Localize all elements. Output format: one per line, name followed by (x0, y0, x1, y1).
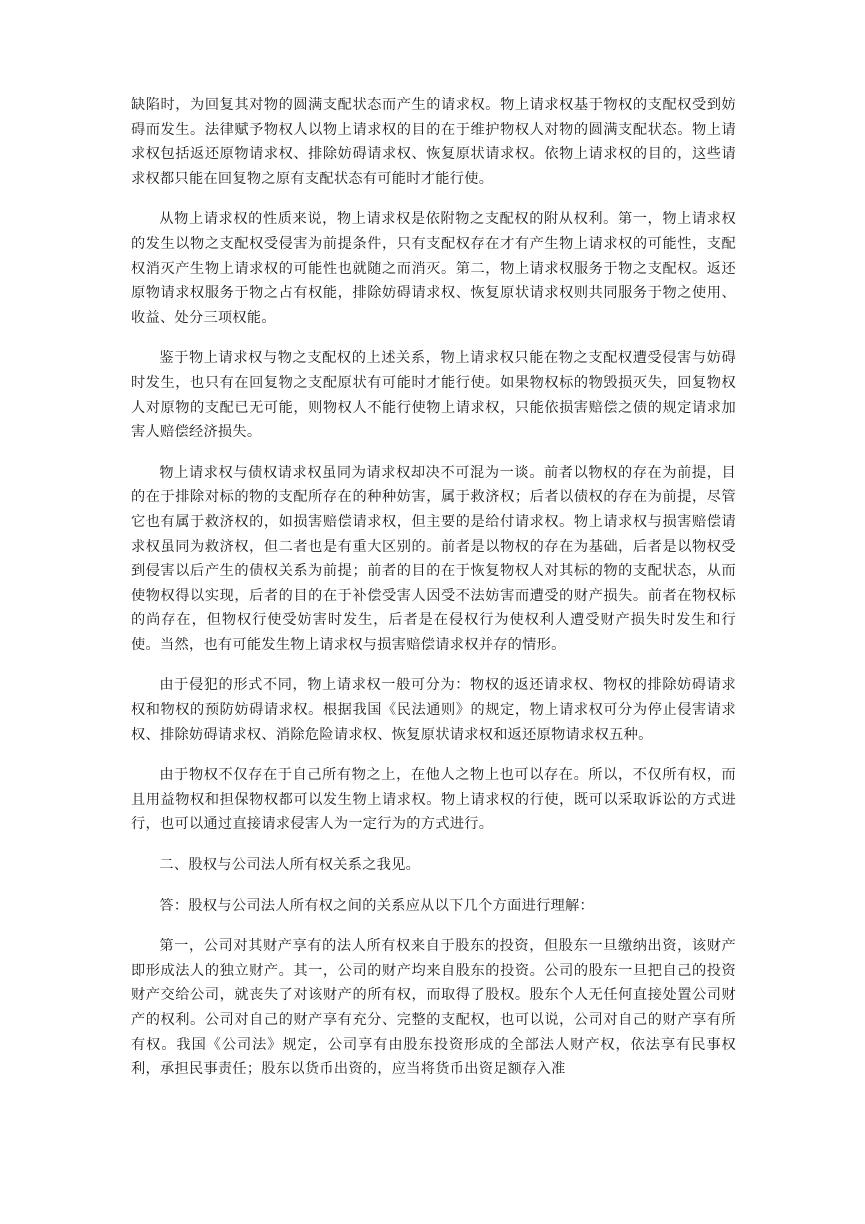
paragraph-5: 由于侵犯的形式不同，物上请求权一般可分为：物权的返还请求权、物权的排除妨碍请求权和物权的预防妨碍请求权。根据我国《民法通则》的规定，物上请求权可分为停止侵害请求权、排除妨碍请求权、消除危险请求权、恢复原状请求权和返还原物请求权五种。 (131, 677, 736, 743)
paragraph-2: 从物上请求权的性质来说，物上请求权是依附物之支配权的附从权利。第一，物上请求权的发生以物之支配权受侵害为前提条件，只有支配权存在才有产生物上请求权的可能性，支配权消灭产生物上请求权的可能性也就随之而消灭。第二，物上请求权服务于物之支配权。返还原物请求权服务于物之占有权能，排除妨碍请求权、恢复原状请求权则共同服务于物之使用、收益、处分三项权能。 (131, 211, 736, 326)
section-heading: 二、股权与公司法人所有权关系之我见。 (159, 857, 421, 874)
answer-intro: 答：股权与公司法人所有权之间的关系应从以下几个方面进行理解： (159, 897, 595, 914)
paragraph-6: 由于物权不仅存在于自己所有物之上，在他人之物上也可以存在。所以，不仅所有权，而且用益物权和担保物权都可以发生物上请求权。物上请求权的行使，既可以采取诉讼的方式进行，也可以通过直接请求侵害人为一定行为的方式进行。 (131, 767, 736, 833)
document-body (131, 93, 736, 1098)
paragraph-1: 缺陷时，为回复其对物的圆满支配状态而产生的请求权。物上请求权基于物权的支配权受到妨碍而发生。法律赋予物权人以物上请求权的目的在于维护物权人对物的圆满支配状态。物上请求权包括返还原物请求权、排除妨碍请求权、恢复原状请求权。依物上请求权的目的，这些请求权都只能在回复物之原有支配状态有可能时才能行使。 (131, 97, 736, 187)
paragraph-9: 第一，公司对其财产享有的法人所有权来自于股东的投资，但股东一旦缴纳出资，该财产即形成法人的独立财产。其一，公司的财产均来自股东的投资。公司的股东一旦把自己的投资财产交给公司，就丧失了对该财产的所有权，而取得了股权。股东个人无任何直接处置公司财产的权利。公司对自己的财产享有充分、完整的支配权，也可以说，公司对自己的财产享有所有权。我国《公司法》规定，公司享有由股东投资形成的全部法人财产权，依法享有民事权利，承担民事责任；股东以货币出资的，应当将货币出资足额存入准 (131, 938, 736, 1078)
paragraph-4: 物上请求权与债权请求权虽同为请求权却决不可混为一谈。前者以物权的存在为前提，目的在于排除对标的物的支配所存在的种种妨害，属于救济权；后者以债权的存在为前提，尽管它也有属于救济权的，如损害赔偿请求权，但主要的是给付请求权。物上请求权与损害赔偿请求权虽同为救济权，但二者也是有重大区别的。前者是以物权的存在为基础，后者是以物权受到侵害以后产生的债权关系为前提；前者的目的在于恢复物权人对其标的物的支配状态，从而使物权得以实现，后者的目的在于补偿受害人因受不法妨害而遭受的财产损失。前者在物权标的尚存在，但物权行使受妨害时发生，后者是在侵权行为使权利人遭受财产损失时发生和行使。当然，也有可能发生物上请求权与损害赔偿请求权并存的情形。 (131, 464, 736, 653)
paragraph-3: 鉴于物上请求权与物之支配权的上述关系，物上请求权只能在物之支配权遭受侵害与妨碍时发生，也只有在回复物之支配原状有可能时才能行使。如果物权标的物毁损灭失，回复物权人对原物的支配已无可能，则物权人不能行使物上请求权，只能依损害赔偿之债的规定请求加害人赔偿经济损失。 (131, 350, 736, 441)
